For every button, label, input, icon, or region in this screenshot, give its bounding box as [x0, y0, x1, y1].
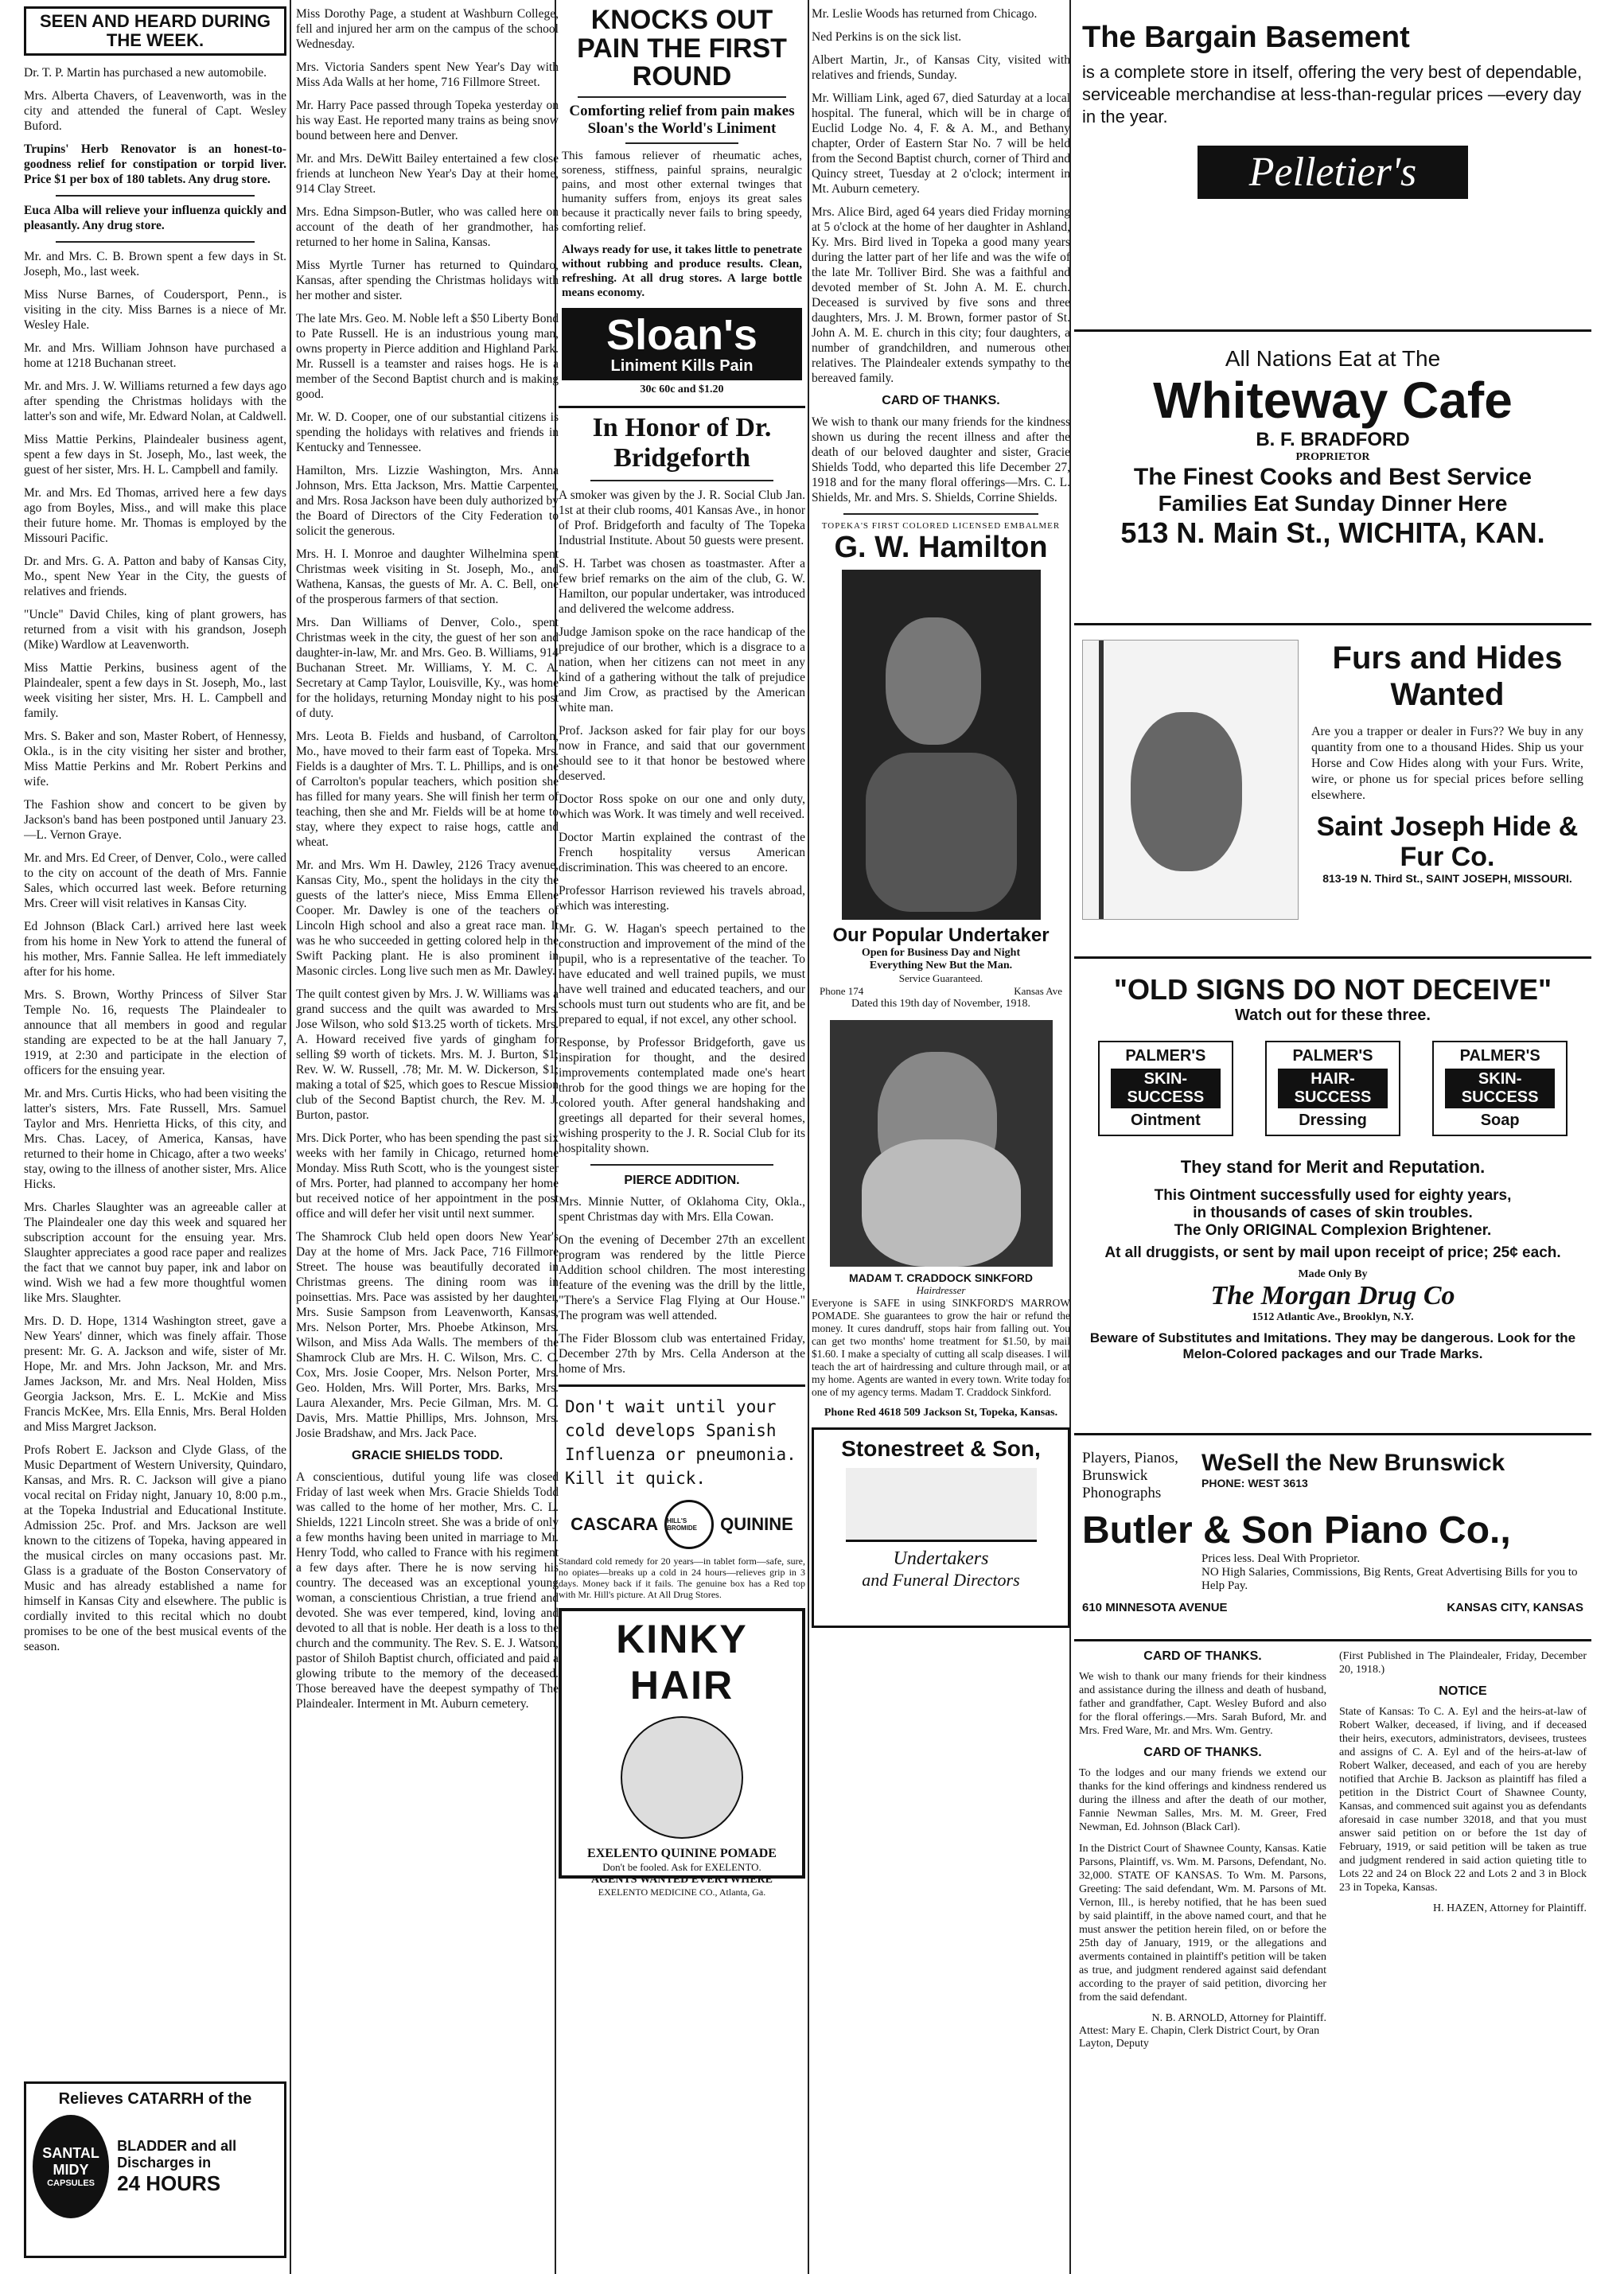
palmers-product	[1265, 1041, 1401, 1136]
news-item: Mr. and Mrs. J. W. Williams returned a few days ago after spending the Christmas holidays with the latter's son and wife, Mr. Edward Nolan, at Caldwell.	[24, 380, 286, 423]
card-of-thanks: To the lodges and our many friends we extend our thanks for the kind offerings and kindness rendered us during the illness and after the death of our mother, Fannie Newman Salles, Mrs. M. M. Greer, Fred Newman, Ed. Johnson (Black Carl).	[1079, 1767, 1326, 1833]
news-item: Dr. and Mrs. G. A. Patton and baby of Kansas City, Mo., spent New Year in the City, the guests of relatives and friends.	[24, 555, 286, 598]
kinky-note: Don't be fooled. Ask for EXELENTO.	[602, 1861, 761, 1874]
attorney-signature: H. HAZEN, Attorney for Plaintiff.	[1433, 1902, 1587, 1914]
morgan-drug-logo: The Morgan Drug Co	[1210, 1281, 1455, 1310]
hamilton-line: Service Guaranteed.	[898, 972, 983, 984]
whiteway-kicker: All Nations Eat at The	[1225, 346, 1441, 371]
legal-notices	[1074, 1641, 1591, 2050]
sloans-body: Always ready for use, it takes little to penetrate without rubbing and produce results. Clean, refreshing. At all drug stores. A large bottle means economy.	[562, 243, 802, 300]
palmers-ad	[1074, 959, 1591, 1435]
article-paragraph: Judge Jamison spoke on the race handicap of the prejudice of our brother, which is a disgrace to a nation, when her citizens can not meet in any kind of a gathering without the talk of prejudice and Jim Crow, as practised by the American white man.	[559, 625, 805, 715]
news-item: Mrs. Victoria Sanders spent New Year's Day with Miss Ada Walls at her home, 716 Fillmore Street.	[296, 60, 559, 89]
palmers-products	[1082, 1041, 1583, 1136]
news-item: Mr. Harry Pace passed through Topeka yesterday on his way East. He reported many trains as being snow bound between here and Denver.	[296, 99, 559, 142]
product-bottom: Soap	[1480, 1112, 1520, 1129]
whiteway-cafe-ad	[1074, 332, 1591, 625]
product-mid: SKIN-SUCCESS	[1445, 1069, 1555, 1108]
sinkford-portrait	[830, 1020, 1053, 1267]
news-item: Mr. and Mrs. Curtis Hicks, who had been visiting the latter's sisters, Mrs. Fate Russell, Mrs. Samuel Taylor and Mrs. Henrietta Hicks, of this city, and Mrs. Chas. Lacey, of America, Kansas, have returned to their home in Chicago, after a two weeks' stay, owing to the illness of another sister, Mrs. Alice Hicks.	[24, 1087, 286, 1191]
sloans-ad	[559, 6, 805, 396]
notice-heading: NOTICE	[1439, 1684, 1487, 1698]
attorney-signature: N. B. ARNOLD, Attorney for Plaintiff.	[1151, 2012, 1326, 2024]
sinkford-address: Phone Red 4618 509 Jackson St, Topeka, Kansas.	[824, 1407, 1058, 1419]
oldsigns-beware: Beware of Substitutes and Imitations. They may be dangerous. Look for the Melon-Colored packages and our Trade Marks.	[1089, 1330, 1576, 1361]
hamilton-address: Kansas Ave	[1014, 985, 1062, 997]
hamilton-line: Open for Business Day and Night	[861, 947, 1021, 959]
butler-piano-ad	[1074, 1435, 1591, 1641]
news-item: Mrs. Dan Williams of Denver, Colo., spent Christmas week in the city, the guest of her son and daughter-in-law, Mr. and Mrs. Geo. B. Williams, 914 Buchanan Street. Mr. Williams, Y. M. C. A. Secretary at Camp Taylor, Louisville, Ky., was home for the holidays, returning Monday night to his post of duty.	[296, 616, 559, 720]
oldsigns-body: The Only ORIGINAL Complexion Brightener.	[1174, 1222, 1492, 1239]
kinky-agents: AGENTS WANTED EVERYWHERE	[591, 1874, 773, 1887]
stonestreet-line: and Funeral Directors	[862, 1570, 1020, 1590]
news-item: Mr. William Link, aged 67, died Saturday at a local hospital. The funeral, which will be in charge of Euclid Lodge No. 4, F. & A. M., and Bethany chapter, Order of Eastern Star No. 7 will be held from the Second Baptist church, corner of Third and Quincy street, Tuesday at 2 o'clock; interment in Mt. Auburn cemetery.	[812, 92, 1070, 196]
cascara-ad	[559, 1500, 805, 1549]
sinkford-role: Hairdresser	[916, 1284, 966, 1296]
news-items	[24, 65, 286, 1654]
news-item: Miss Dorothy Page, a student at Washburn College, fell and injured her arm on the campus of the school Wednesday.	[296, 7, 559, 51]
news-item: Mrs. Dick Porter, who has been spending the past six weeks with her family in Chicago, returned home Monday. Miss Ruth Scott, who is the youngest sister of Mrs. Porter, had planned to accompany her home but received notice of her appointment in the post office and will defer her visit until next summer.	[296, 1131, 559, 1221]
product-mid: SKIN-SUCCESS	[1111, 1069, 1221, 1108]
bargain-text: is a complete store in itself, offering the very best of dependable, serviceable merchandise at less-than-regular prices —every day in the year.	[1082, 62, 1583, 127]
bargain-title: The Bargain Basement	[1082, 21, 1410, 54]
attest-line: Attest: Mary E. Chapin, Clerk District Court, by Oran Layton, Deputy	[1079, 2025, 1320, 2050]
article-paragraph: Doctor Martin explained the contrast of the French hospitality versus American discrimination. This was cheered to an encore.	[559, 831, 805, 875]
hills-seal: HILL'S BROMIDE	[664, 1500, 714, 1549]
quinine-word: QUININE	[720, 1514, 793, 1535]
oldsigns-title: "OLD SIGNS DO NOT DECEIVE"	[1113, 973, 1552, 1006]
column-rule	[290, 0, 291, 2274]
sloans-headline: KNOCKS OUT PAIN THE FIRST ROUND	[577, 6, 787, 92]
hamilton-tag: Our Popular Undertaker	[832, 925, 1050, 946]
column-rule	[808, 0, 809, 2274]
kinky-headline: KINKY HAIR	[616, 1617, 748, 1708]
kinky-hair-ad	[559, 1608, 805, 1898]
sinkford-name: MADAM T. CRADDOCK SINKFORD	[849, 1271, 1033, 1284]
whiteway-owner: B. F. BRADFORD	[1256, 429, 1410, 450]
product-top: PALMER'S	[1125, 1047, 1206, 1065]
column-1	[24, 6, 286, 2268]
stonestreet-ad	[812, 1427, 1070, 1628]
news-item: Mrs. H. I. Monroe and daughter Wilhelmina spent Christmas week visiting in St. Joseph, Mo., and Wathena, Kansas, the guests of Mr. A. C. Bell, one of the prosperous farmers of that section.	[296, 547, 559, 606]
news-item: Profs Robert E. Jackson and Clyde Glass, of the Music Department of Western University, Quindaro, Kansas, and Mrs. R. C. Jackson will give a piano vocal recital on Friday night, January 10, 8:00 p.m., at the Topeka Industrial and Educational Institute. Admission 25c. Prof. and Mrs. Jackson are well known to the citizens of Topeka, having appeared in the musical circles on many occasions past. Mr. Glass is a graduate of the Boston Conservatory of Music and has already established a name for himself in Kansas City and elsewhere. The public is cordially invited to this recital which no doubt promises to be one of the best musical events of the season.	[24, 1443, 286, 1653]
sloans-prices: 30c 60c and $1.20	[640, 384, 724, 396]
oldsigns-body: At all druggists, or sent by mail upon receipt of price; 25¢ each.	[1104, 1244, 1561, 1261]
cascara-word: CASCARA	[571, 1514, 659, 1535]
sinkford-body: Everyone is SAFE in using SINKFORD'S MARROW POMADE. She guarantees to grow the hair or refund the money. It cures dandruff, stops hair from falling out. You can get two months' home treatment for $1.50, by mail $1.60. I make a specialty of cutting all scalp diseases. I will teach the art of hairdressing and culture through mail, or at my home. Agents are wanted in every town. Write today for one of my agency terms. Madam T. Craddock Sinkford.	[812, 1297, 1070, 1398]
butler-left: Players, Pianos, Brunswick Phonographs	[1082, 1450, 1178, 1501]
obituary-heading: GRACIE SHIELDS TODD.	[352, 1449, 503, 1462]
article-paragraph: Doctor Ross spoke on our one and only duty, which was Work. It was timely and well received.	[559, 792, 805, 822]
news-item: Ed Johnson (Black Carl.) arrived here last week from his home in New York to attend the funeral of his mother, Mrs. Fannie Sallea. He left immediately after for his home.	[24, 920, 286, 979]
card-of-thanks-heading: CARD OF THANKS.	[1143, 1746, 1262, 1759]
butler-city: KANSAS CITY, KANSAS	[1447, 1601, 1583, 1614]
legal-notice: State of Kansas: To C. A. Eyl and the heirs-at-law of Robert Walker, deceased, if living, and if deceased their heirs, executors, administrators, devisees, trustees and assigns of C. A. Eyl and of the heirs-at-law of Robert Walker, deceased, and each of you are hereby notified that Archie B. Jackson as plaintiff has filed a petition in the District Court of Shawnee County, Kansas, and commenced suit against you as defendants aforesaid in case number 32018, and that you must answer said petition on or before the 1st day of February, 1919, or said petition will be taken as true and judgment rendered in said action quieting title to Lots 22 and 24 on Block 22 and Lots 2 and 3 in Block 23 in Topeka, Kansas.	[1339, 1706, 1587, 1894]
butler-name: Butler & Son Piano Co.,	[1082, 1509, 1511, 1552]
news-item: Miss Nurse Barnes, of Coudersport, Penn., is visiting in the city. Miss Barnes is a niece of Mr. Wesley Hale.	[24, 288, 286, 332]
santal-midy-ad	[24, 2081, 286, 2258]
opossum-illustration	[1082, 640, 1299, 920]
butler-sell: WeSell the New Brunswick	[1201, 1450, 1505, 1476]
article-paragraph: The Fider Blossom club was entertained Friday, December 27th by Mrs. Cella Anderson at the home of Mrs.	[559, 1332, 805, 1376]
section-header: SEEN AND HEARD DURING THE WEEK.	[24, 6, 286, 56]
hamilton-name: G. W. Hamilton	[834, 531, 1048, 564]
news-item: Mr. and Mrs. C. B. Brown spent a few days in St. Joseph, Mo., last week.	[24, 250, 286, 278]
news-item: Mrs. Charles Slaughter was an agreeable caller at The Plaindealer one day this week and squared her subscription account for the ensuing year. Mrs. Slaughter appreciates a good race paper and realizes the fact that we cannot buy paper, ink and labor on wind. Wish we had a few more thoughtful women like Mrs. Slaughter.	[24, 1201, 286, 1305]
hamilton-dated: Dated this 19th day of November, 1918.	[851, 998, 1030, 1010]
bargain-basement-ad	[1074, 6, 1591, 332]
kinky-company: EXELENTO MEDICINE CO., Atlanta, Ga.	[598, 1887, 766, 1898]
sloans-subhead: Comforting relief from pain makes Sloan's the World's Liniment	[569, 103, 795, 138]
butler-address: 610 MINNESOTA AVENUE	[1082, 1601, 1228, 1614]
news-item: The Shamrock Club held open doors New Year's Day at the home of Mrs. Jack Pace, 716 Fillmore Street. The house was beautifully decorated in Christmas greens. The dining room was in poinsettias. Mrs. Pace was assisted by her daughter, Mrs. Susie Sampson from Leavenworth, Kansas, Mrs. Nelson Porter, Mrs. Phoebe Atkinson, Mrs. Wilson, and Miss Ada Walls. The members of the Shamrock Club are Mrs. H. C. Wilson, Mrs. C. C. Cox, Mrs. Josie Cooper, Mrs. Nelson Porter, Mrs. Geo. Holden, Mrs. Will Porter, Mrs. Barks, Mrs. Laura Alexander, Mrs. Pecie Gilman, Mrs. M. C. Davis, Mrs. Mattie Phillips, Mrs. Johnson, Mrs. Josie Bradshaw, and Mrs. Jack Pace.	[296, 1230, 559, 1440]
palmers-product	[1098, 1041, 1233, 1136]
news-item: Mr. and Mrs. Ed Creer, of Denver, Colo., were called to the city on account of the death of Mrs. Fannie Sales, which occurred last week. Before returning Mrs. Creer will visit relatives in Kansas City.	[24, 851, 286, 910]
news-item: Hamilton, Mrs. Lizzie Washington, Mrs. Anna Johnson, Mrs. Etta Jackson, Mrs. Mattie Carpenter, and Mrs. Rosa Jackson have been duly authorized by the Board of Directors of the City Federation to solicit the generous.	[296, 464, 559, 538]
obituary-text: A conscientious, dutiful young life was closed Friday of last week when Mrs. Gracie Shields Todd was called to the home of her mother, Mrs. C. L. Shields, 1221 Lincoln street. She was a bride of only a few months having been united in marriage to Mr. Henry Todd, who called to France with his regiment a few days after. There he is now serving his country. The deceased was an exceptional young woman, a conscientious Christian, a true friend and devoted. She was ever tempered, kind, loving and devoted to all that is noble. Her death is a loss to the church and the community. The Rev. S. E. J. Watson, pastor of Shiloh Baptist church, officiated and paid a glowing tribute to the memory of the deceased. Those bereaved have the deepest sympathy of The Plaindealer. Interment in Mt. Auburn cemetery.	[296, 1470, 559, 1711]
hearse-image	[846, 1468, 1037, 1542]
hamilton-ad	[812, 521, 1070, 1010]
news-item: Euca Alba will relieve your influenza quickly and pleasantly. Any drug store.	[24, 204, 286, 232]
stonestreet-name: Stonestreet & Son,	[841, 1436, 1041, 1461]
news-item: Albert Martin, Jr., of Kansas City, visited with relatives and friends, Sunday.	[812, 53, 1070, 82]
news-item: Ned Perkins is on the sick list.	[812, 30, 962, 44]
article-paragraph: S. H. Tarbet was chosen as toastmaster. After a few brief remarks on the aim of the club, G. W. Hamilton, our popular undertaker, was introduced and delivered the welcome address.	[559, 557, 805, 617]
oldsigns-maker-address: 1512 Atlantic Ave., Brooklyn, N.Y.	[1252, 1311, 1414, 1323]
product-bottom: Ointment	[1130, 1112, 1201, 1129]
oldsigns-made: Made Only By	[1298, 1268, 1368, 1280]
stonestreet-line: Undertakers	[893, 1548, 989, 1569]
news-item: Mrs. Alberta Chavers, of Leavenworth, was in the city and attended the funeral of Capt. Wesley Buford.	[24, 89, 286, 133]
whiteway-line: Families Eat Sunday Dinner Here	[1158, 491, 1508, 516]
logo-sub: Liniment Kills Pain	[610, 357, 754, 376]
cascara-text: Standard cold remedy for 20 years—in tablet form—safe, sure, no opiates—breaks up a cold in 24 hours—relieves grip in 3 days. Money back if it fails. The genuine box has a Red top with Mr. Hill's picture. At All Drug Stores.	[559, 1556, 805, 1601]
product-jar-image	[621, 1716, 743, 1839]
furs-company: Saint Joseph Hide & Fur Co.	[1316, 812, 1579, 872]
whiteway-name: Whiteway Cafe	[1153, 372, 1513, 429]
article-paragraph: Mrs. Minnie Nutter, of Oklahoma City, Okla., spent Christmas day with Mrs. Ella Cowan.	[559, 1195, 805, 1225]
flu-ad: Don't wait until your cold develops Spanish Influenza or pneumonia. Kill it quick.	[565, 1397, 796, 1489]
news-item: Mrs. S. Brown, Worthy Princess of Silver Star Temple No. 16, requests The Plaindealer to announce that all members in good and regular standing are expected to be at the hall January 7, 1919, at 2:30 and participate in the election of officers for the ensuing year.	[24, 988, 286, 1077]
oldsigns-body: in thousands of cases of skin troubles.	[1193, 1205, 1473, 1221]
oldsigns-sub: Watch out for these three.	[1235, 1007, 1431, 1024]
honor-headline: In Honor of Dr. Bridgeforth	[592, 413, 772, 473]
sloans-logo	[562, 308, 802, 380]
news-item: Mr. and Mrs. Ed Thomas, arrived here a few days ago from Boyles, Miss., and will make this place their future home. Mr. Thomas is employed by the Missouri Pacific.	[24, 486, 286, 545]
card-of-thanks-heading: CARD OF THANKS.	[1143, 1649, 1262, 1663]
news-item: The quilt contest given by Mrs. J. W. Williams was a grand success and the quilt was awarded to Mrs. Jose Wilson, who sold $13.25 worth of tickets. Mrs. A. Howard received five yards of gingham for selling $9 worth of tickets. Mrs. M. J. Burton, $1; Rev. W. W. Russell, .78; Mr. M. W. Dickerson, $1; making a total of $25, which goes to Rescue Mission club of the Second Baptist church, the Rev. M. J. Burton, pastor.	[296, 987, 559, 1122]
oldsigns-body: This Ointment successfully used for eighty years,	[1154, 1187, 1512, 1204]
pelletiers-logo: Pelletier's	[1198, 146, 1468, 199]
news-item: Mrs. S. Baker and son, Master Robert, of Hennessy, Okla., is in the city visiting her sister and brother, Miss Mattie Perkins and Mr. Robert Perkins and wife.	[24, 730, 286, 789]
news-item: The Fashion show and concert to be given by Jackson's band has been postponed until January 23.—L. Vernon Graye.	[24, 798, 286, 842]
hamilton-phone: Phone 174	[820, 985, 864, 997]
sloans-body: This famous reliever of rheumatic aches, soreness, stiffness, painful sprains, neuralgic pains, and most other external twinges that humanity suffers from, enjoys its great sales because it practically never fails to bring speedy, comforting relief.	[562, 150, 802, 235]
furs-text: Are you a trapper or dealer in Furs?? We buy in any quantity from one to a thousand Hides. Ship us your Horse and Cow Hides along with your Furs. Write, wire, or phone us for special prices before selling elsewhere.	[1311, 725, 1583, 802]
news-item: Mrs. Leota B. Fields and husband, of Carrolton, Mo., have moved to their farm east of Topeka. Mrs. Fields is a daughter of Mrs. T. L. Phillips, and is one of Carrolton's popular teachers, which position she has filled for many years. She will finish her term of teaching, then she and Mr. Fields will be at home to stay, where they expect to raise hogs, cattle and wheat.	[296, 730, 559, 849]
article-paragraph: Professor Harrison reviewed his travels abroad, which was interesting.	[559, 884, 805, 913]
furs-hides-ad	[1074, 625, 1591, 959]
product-bottom: Dressing	[1299, 1112, 1367, 1129]
card-of-thanks-heading: CARD OF THANKS.	[882, 394, 1000, 407]
furs-address: 813-19 N. Third St., SAINT JOSEPH, MISSOURI.	[1322, 872, 1572, 885]
news-item: Mr. and Mrs. Wm H. Dawley, 2126 Tracy avenue, Kansas City, Mo., spent the holidays in the city the guests of the latter's niece, Miss Emma Ellene Cooper. Mr. Dawley is one of the teachers of Lincoln High school and also a great race man. It was he who succeeded in getting colored help in the Swift Packing plant. He is also prominent in Masonic circles. Long live such men as Mr. Dawley.	[296, 859, 559, 978]
kinky-product: EXELENTO QUININE POMADE	[587, 1847, 777, 1861]
pierce-heading: PIERCE ADDITION.	[624, 1174, 740, 1188]
news-item: Mr. Leslie Woods has returned from Chicago.	[812, 7, 1038, 21]
hamilton-portrait	[842, 570, 1041, 920]
news-item: Mr. and Mrs. DeWitt Bailey entertained a few close friends at luncheon New Year's Day at their home, 914 Clay Street.	[296, 152, 559, 196]
news-item: The late Mrs. Geo. M. Noble left a $50 Liberty Bond to Pate Russell. He is an industrious young man, owns property in Pierce addition and Highland Park. Mr. Russell is a teamster and raises hogs. He is a member of the Second Baptist church and is making good.	[296, 312, 559, 401]
ad-line: 24 HOURS	[117, 2171, 221, 2195]
whiteway-line: The Finest Cooks and Best Service	[1133, 464, 1532, 490]
product-top: PALMER'S	[1459, 1047, 1540, 1065]
santal-logo	[33, 2115, 109, 2218]
news-item: Miss Mattie Perkins, Plaindealer business agent, spent a few days in St. Joseph, Mo., last week, the guest of her sister, Mrs. H. L. Campbell and family.	[24, 433, 286, 477]
product-mid: HAIR-SUCCESS	[1278, 1069, 1388, 1108]
news-item: "Uncle" David Chiles, king of plant growers, has returned from a visit with his grandson, Joseph (Mike) Wardlow at Leavenworth.	[24, 608, 286, 652]
news-item: Miss Myrtle Turner has returned to Quindaro, Kansas, after spending the Christmas holidays with her mother and sister.	[296, 259, 559, 302]
article-paragraph: A smoker was given by the J. R. Social Club Jan. 1st at their club rooms, 401 Kansas Ave., in honor of Prof. Bridgeforth and faculty of The Topeka Industrial Institute. About 50 guests were present.	[559, 489, 805, 548]
column-3	[559, 6, 805, 2268]
butler-tag: Prices less. Deal With Proprietor.	[1201, 1552, 1361, 1565]
whiteway-address: 513 N. Main St., WICHITA, KAN.	[1120, 516, 1545, 549]
whiteway-role: PROPRIETOR	[1295, 451, 1370, 463]
news-item: Dr. T. P. Martin has purchased a new automobile.	[24, 66, 267, 80]
article-paragraph: Prof. Jackson asked for fair play for our boys now in France, and said that our government should see to it that honor be bestowed where deserved.	[559, 724, 805, 784]
hamilton-line: Everything New But the Man.	[869, 960, 1013, 972]
product-top: PALMER'S	[1292, 1047, 1373, 1065]
hamilton-kicker: TOPEKA'S FIRST COLORED LICENSED EMBALMER	[821, 521, 1061, 531]
logo-sub: CAPSULES	[47, 2179, 95, 2188]
article-paragraph: On the evening of December 27th an excellent program was rendered by the little Pierce Addition school children. The most interesting feature of the evening was the drill by the little, "There's a Service Flag Flying at Our House." The program was well attended.	[559, 1233, 805, 1323]
column-4	[812, 6, 1070, 2268]
news-item: Mrs. Alice Bird, aged 64 years died Friday morning at 5 o'clock at the home of her daughter in Ashland, Ky. Mrs. Bird lived in Topeka a good many years during the latter part of her life and was the wife of the late Mr. Tolliver Bird. She was a faithful and devoted member of St. John A. M. E. church. Deceased is survived by five sons and three daughters, Mrs. J. M. Brown, former pastor of St. John A. M. E. church in this city; four daughters, a number of grandchildren, and numerous other relatives. The Plaindealer extends sympathy to the bereaved family.	[812, 205, 1070, 385]
ad-line: BLADDER and all Discharges in	[117, 2137, 237, 2171]
news-item: Mr. W. D. Cooper, one of our substantial citizens is spending the holidays with relatives and friends in Kentucky and Tennessee.	[296, 411, 559, 454]
card-of-thanks: We wish to thank our many friends for their kindness and assistance during the illness and death of husband, father and grandfather, Capt. Wesley Buford and also for the floral offerings.—Mrs. Sarah Buford, Mr. and Mrs. Fred Ware, Mr. and Mrs. Wm. Gentry.	[1079, 1671, 1326, 1737]
logo-text: Sloan's	[606, 311, 757, 360]
oldsigns-stand: They stand for Merit and Reputation.	[1180, 1157, 1486, 1177]
news-item: Trupins' Herb Renovator is an honest-to-goodness relief for constipation or torpid liver. Price $1 per box of 180 tablets. Any drug store.	[24, 142, 286, 186]
butler-tag: NO High Salaries, Commissions, Big Rents, Great Advertising Bills for you to Help Pay.	[1201, 1566, 1578, 1592]
news-item: Mr. and Mrs. William Johnson have purchased a home at 1218 Buchanan street.	[24, 341, 286, 370]
court-notice: In the District Court of Shawnee County, Kansas. Katie Parsons, Plaintiff, vs. Wm. M. Parsons, Defendant, No. 32,000. STATE OF KANSAS. To Wm. M. Parsons, Greeting: The said defendant, Wm. M. Parsons of Mt. Vernon, Ill., is hereby notified, that he has been sued by said plaintiff, in the above named court, and that he must answer the petition herein filed, on or before the 25th day of January, 1919, or the allegations and averments contained in plaintiff's petition will be taken as true, and judgment rendered against said defendant according to the prayer of said petition, divorcing her from the said defendant.	[1079, 1843, 1326, 2003]
news-item: Miss Mattie Perkins, business agent of the Plaindealer, spent a few days in St. Joseph, Mo., last week visiting her sister, Mrs. H. L. Campbell and family.	[24, 661, 286, 720]
card-of-thanks: We wish to thank our many friends for the kindness shown us during the recent illness and after the death of our beloved daughter and sister, Gracie Shields Todd, who departed this life December 27, 1918 and for the many floral offerings—Mrs. C. L. Shields, Mr. and Mrs. S. Shields, Corrine Shields.	[812, 415, 1070, 504]
column-2	[296, 6, 559, 2268]
palmers-product	[1432, 1041, 1568, 1136]
article-paragraph: Response, by Professor Bridgeforth, gave us inspiration for thought, and the desired improvements contemplated made one's heart throb for the good things we are hoping for the colored youth. After general handshaking and greetings all departed for their several homes, wishing prosperity to the J. R. Social Club for its hospitality shown.	[559, 1036, 805, 1156]
news-item: Mrs. Edna Simpson-Butler, who was called here on account of the death of her grandmother, has returned to her home in Salina, Kansas.	[296, 205, 559, 249]
butler-phone: PHONE: WEST 3613	[1201, 1477, 1308, 1489]
column-5	[1074, 6, 1591, 2268]
news-item: Mrs. D. D. Hope, 1314 Washington street, gave a New Years' dinner, which was finely affair. Those present: Mr. G. A. Jackson and wife, sister of Mr. Hope, Mr. and Mrs. John Jackson, Mr. and Mrs. James Jackson, Mr. and Mrs. Neal Holden, Miss Georgia Jackson, Mrs. E. L. McKie and Miss Francis McKee, Mrs. Ella Ennis, Mrs. Beral Holden and Miss Margret Jackson.	[24, 1314, 286, 1434]
ad-line: Relieves CATARRH of the	[58, 2090, 252, 2108]
article-paragraph: Mr. G. W. Hagan's speech pertained to the construction and improvement of the mind of the pupil, who is a representative of the teacher. To have educated and well trained pupils, we must have well trained and educated teachers, and our schools must turn out students who are fit, and be prepared to equal, if not excel, any other school.	[559, 922, 805, 1027]
notice-publication: (First Published in The Plaindealer, Friday, December 20, 1918.)	[1339, 1650, 1587, 1676]
logo-text: SANTAL MIDY	[42, 2145, 99, 2178]
furs-title: Furs and Hides Wanted	[1332, 641, 1563, 712]
